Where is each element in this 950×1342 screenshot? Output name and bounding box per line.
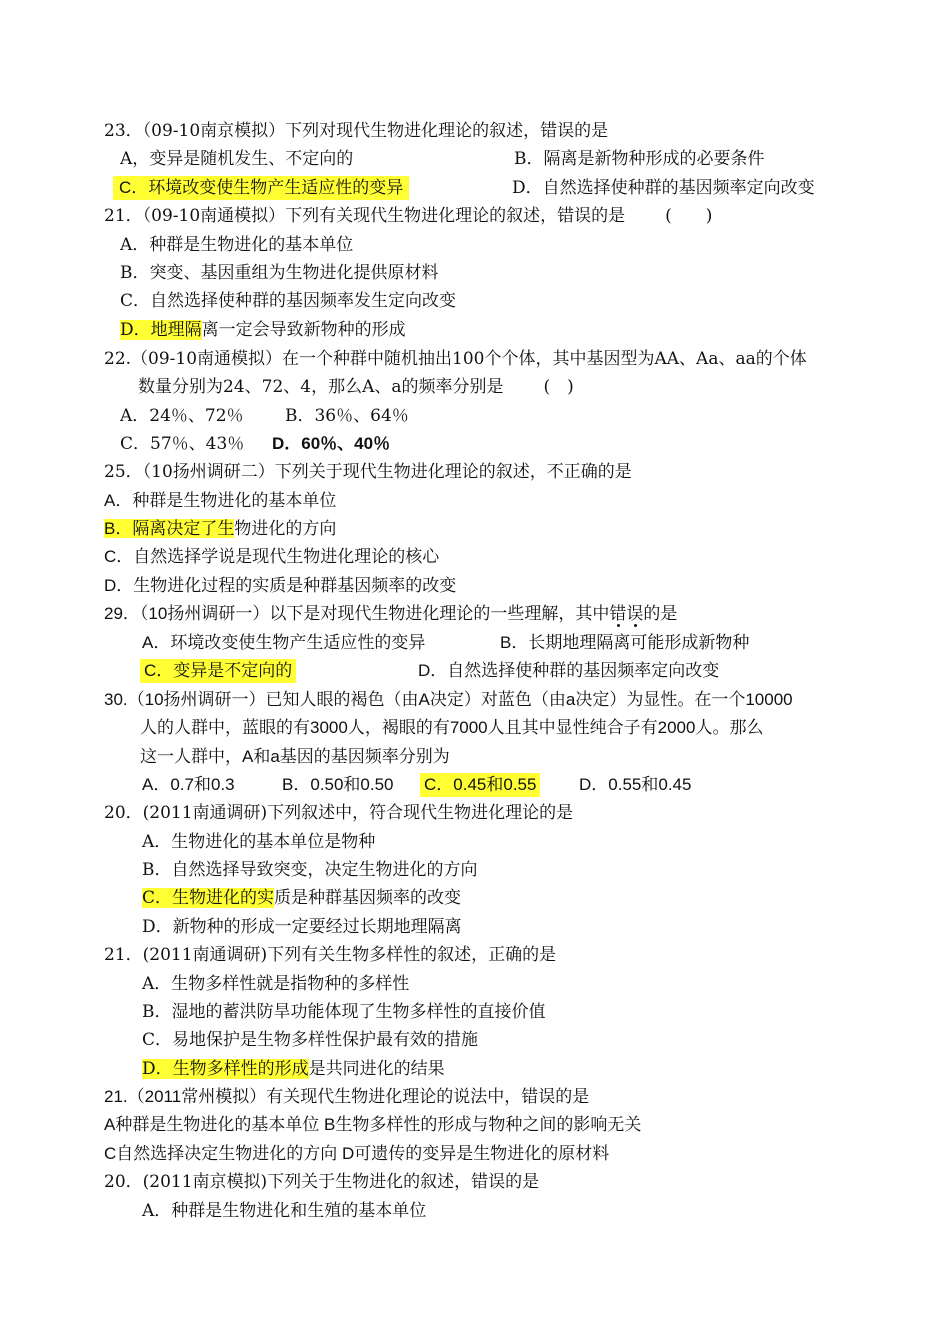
question-20a-stem: 20．(2011南通调研)下列叙述中，符合现代生物进化理论的是: [104, 803, 574, 823]
question-21b-stem: 21．(2011南通调研)下列有关生物多样性的叙述，正确的是: [104, 945, 557, 965]
q23-option-c-highlighted: C．环境改变使生物产生适应性的变异: [113, 176, 409, 200]
q25-option-b-highlight: B．隔离决定了生: [104, 519, 235, 538]
question-30-stem-line1: 30.（10扬州调研一）已知人眼的褐色（由A决定）对蓝色（由a决定）为显性。在一个10000: [104, 690, 793, 709]
q25-option-d: D．生物进化过程的实质是种群基因频率的改变: [104, 576, 457, 595]
q23-option-b: B．隔离是新物种形成的必要条件: [514, 149, 765, 169]
question-30-stem-line3: 这一人群中，A和a基因的基因频率分别为: [140, 747, 450, 766]
q21c-options-row1: A种群是生物进化的基本单位 B生物多样性的形成与物种之间的影响无关: [104, 1115, 642, 1134]
question-30-stem-line2: 人的人群中，蓝眼的有3000人，褐眼的有7000人且其中显性纯合子有2000人。那么: [140, 718, 764, 737]
q21a-option-d-highlight: D．地理隔: [120, 320, 202, 340]
q21b-option-d-highlight: D．生物多样性的形成: [142, 1059, 309, 1079]
q23-option-d: D．自然选择使种群的基因频率定向改变: [512, 178, 815, 198]
q30-option-a: A．0.7和0.3: [142, 775, 235, 794]
q29-option-d: D．自然选择使种群的基因频率定向改变: [418, 661, 720, 680]
q25-option-b: B．隔离决定了生物进化的方向: [104, 519, 337, 538]
question-25-stem: 25．（10扬州调研二）下列关于现代生物进化理论的叙述，不正确的是: [104, 462, 632, 482]
q20a-option-a: A．生物进化的基本单位是物种: [142, 832, 376, 852]
q21a-option-b: B．突变、基因重组为生物进化提供原材料: [120, 263, 439, 283]
question-22-stem-line1: 22.（09-10南通模拟）在一个种群中随机抽出100个个体，其中基因型为AA、Aa、aa的个体: [104, 349, 807, 369]
q20b-option-a: A．种群是生物进化和生殖的基本单位: [142, 1201, 427, 1221]
q22-option-a: A．24％、72％: [120, 406, 244, 426]
q29-option-a: A．环境改变使生物产生适应性的变异: [142, 633, 426, 652]
q21b-option-d: D．生物多样性的形成是共同进化的结果: [142, 1059, 445, 1079]
question-23-stem: 23．（09-10南京模拟）下列对现代生物进化理论的叙述，错误的是: [104, 121, 609, 141]
q23-option-a: A，变异是随机发生、不定向的: [120, 149, 354, 169]
q22-option-b: B．36％、64％: [285, 406, 409, 426]
q20a-option-c-highlight: C．生物进化的实: [142, 888, 275, 908]
q21a-option-d: D．地理隔离一定会导致新物种的形成: [120, 320, 406, 340]
q21c-options-row2: C自然选择决定生物进化的方向 D可遗传的变异是生物进化的原材料: [104, 1144, 610, 1163]
q20a-option-b: B．自然选择导致突变，决定生物进化的方向: [142, 860, 478, 880]
q30-option-c-highlighted: C．0.45和0.55: [420, 773, 540, 797]
question-20b-stem: 20．(2011南京模拟)下列关于生物进化的叙述，错误的是: [104, 1172, 540, 1192]
q30-option-d: D．0.55和0.45: [579, 775, 692, 794]
q21a-option-a: A．种群是生物进化的基本单位: [120, 235, 354, 255]
q21b-option-b: B．湿地的蓄洪防旱功能体现了生物多样性的直接价值: [142, 1002, 546, 1022]
question-22-stem-line2: 数量分别为24、72、4，那么A、a的频率分别是 ( ): [138, 377, 574, 397]
q21a-option-c: C．自然选择使种群的基因频率发生定向改变: [120, 291, 457, 311]
q22-option-d-answer: D．60％、40％: [272, 434, 391, 453]
question-21c-stem: 21.（2011常州模拟）有关现代生物进化理论的说法中，错误的是: [104, 1087, 590, 1106]
q30-option-b: B．0.50和0.50: [282, 775, 394, 794]
question-21a-stem: 21．（09-10南通模拟）下列有关现代生物进化理论的叙述，错误的是 ( ): [104, 206, 713, 226]
q29-option-c-highlighted: C．变异是不定向的: [140, 659, 296, 683]
q20a-option-c: C．生物进化的实质是种群基因频率的改变: [142, 888, 462, 908]
question-29-stem: 29．（10扬州调研一）以下是对现代生物进化理论的一些理解，其中错误的是: [104, 604, 678, 623]
q25-option-c: C．自然选择学说是现代生物进化理论的核心: [104, 547, 440, 566]
q29-option-b: B．长期地理隔离可能形成新物种: [500, 633, 750, 652]
q25-option-a: A．种群是生物进化的基本单位: [104, 491, 337, 510]
q21b-option-a: A．生物多样性就是指物种的多样性: [142, 974, 410, 994]
q21b-option-c: C．易地保护是生物多样性保护最有效的措施: [142, 1030, 479, 1050]
q20a-option-d: D．新物种的形成一定要经过长期地理隔离: [142, 917, 462, 937]
q22-option-c: C．57％、43％: [120, 434, 245, 454]
